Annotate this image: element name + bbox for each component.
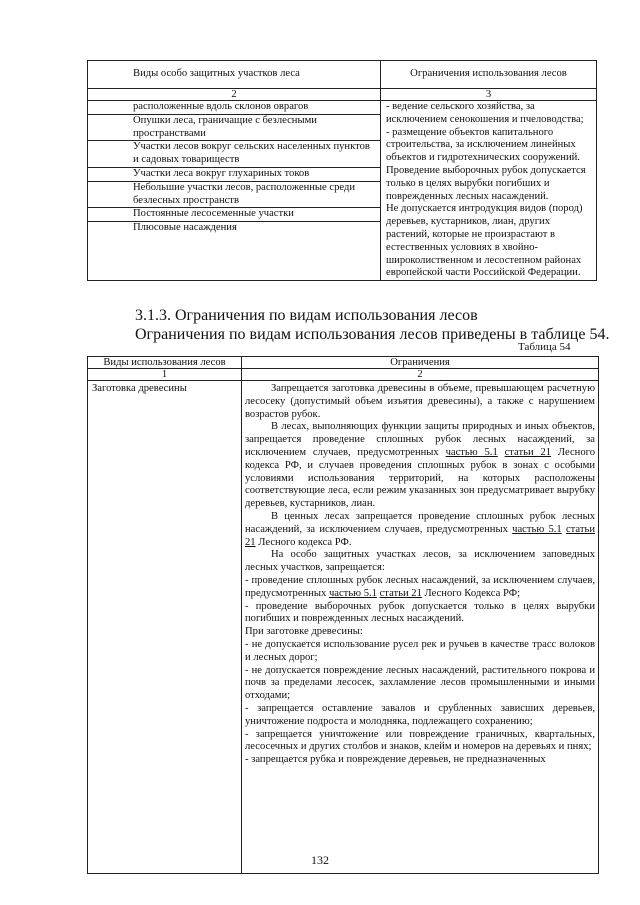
paragraph: - запрещается оставление завалов и срубленных зависших деревьев, уничтожение подроста и молодняка, подлежащего сохранению; [245, 702, 595, 727]
top-table-restrictions-cell [381, 101, 597, 281]
paragraph: - не допускается использование русел рек и ручьев в качестве трасс волоков и лесных дорог; [245, 638, 595, 663]
restriction-text: Не допускается интродукция видов (пород) деревьев, кустарников, лиан, других растений, которые не произрастают в естественных условиях в хвойно-широколиственном и лесостепном районах европейской части Российской Федерации. [386, 203, 583, 279]
list-item: Небольшие участки лесов, расположенные среди безлесных пространств [88, 181, 380, 208]
top-table-header-col2: Ограничения использования лесов [381, 61, 597, 89]
table-label: Таблица 54 [518, 341, 571, 353]
restrictions-top-table [87, 60, 597, 281]
main-table-num-col1: 1 [88, 369, 242, 381]
usage-type-cell: Заготовка древесины [88, 381, 242, 874]
restriction-text: Проведение выборочных рубок допускается только в целях вырубки погибших и поврежденных лесных насаждений. [386, 164, 586, 202]
paragraph: - не допускается повреждение лесных насаждений, растительного покрова и почв за пределами лесосек, захламление лесов промышленными и иными отходами; [245, 664, 595, 702]
top-table-num-col2: 3 [381, 89, 597, 101]
law-link[interactable]: статьи 21 [379, 587, 422, 599]
main-table-header-col2: Ограничения [242, 357, 599, 369]
restriction-text: - размещение объектов капитального строительства, за исключением линейных объектов и гидротехнических сооружений. [386, 126, 580, 164]
law-link[interactable]: статьи 21 [245, 523, 595, 548]
law-link[interactable]: статьи 21 [504, 446, 552, 458]
usage-restrictions-cell [242, 381, 599, 874]
paragraph: - запрещается рубка и повреждение деревьев, не предназначенных [245, 754, 546, 766]
paragraph: При заготовке древесины: [245, 626, 363, 638]
law-link[interactable]: частью 5.1 [328, 587, 377, 599]
section-intro: Ограничения по видам использования лесов приведены в таблице 54. [135, 326, 610, 343]
list-item: Участки леса вокруг глухариных токов [88, 167, 380, 181]
list-item: Постоянные лесосеменные участки [88, 208, 380, 222]
top-table-num-col1: 2 [88, 89, 381, 101]
list-item: расположенные вдоль склонов оврагов [88, 101, 380, 114]
restriction-text: - ведение сельского хозяйства, за исключением сенокошения и пчеловодства; [386, 101, 584, 125]
paragraph: - запрещается уничтожение или повреждение граничных, квартальных, лесосечных и других столбов и знаков, клейм и номеров на деревьях и пнях; [245, 728, 595, 753]
top-table-left-cell [88, 101, 381, 281]
main-table-header-col1: Виды использования лесов [88, 357, 242, 369]
page-number: 132 [311, 853, 329, 867]
paragraph: - проведение сплошных рубок лесных насаждений, за исключением случаев, предусмотренных частью 5.1 статьи 21 Лесного Кодекса РФ; [245, 574, 595, 599]
list-item: Опушки леса, граничащие с безлесными пространствами [88, 114, 380, 141]
law-link[interactable]: частью 5.1 [445, 446, 498, 458]
paragraph: На особо защитных участках лесов, за исключением заповедных лесных участков, запрещается: [245, 549, 595, 574]
restrictions-main-table [87, 356, 599, 874]
main-table-num-col2: 2 [242, 369, 599, 381]
section-heading: 3.1.3. Ограничения по видам использования лесов [135, 307, 478, 324]
paragraph: В лесах, выполняющих функции защиты природных и иных объектов, запрещается проведение сплошных рубок лесных насаждений, за исключением случаев, предусмотренных частью 5.1 статьи 21 Лесного кодекса РФ, и случаев проведения сплошных рубок в зонах с особыми условиями использования территорий, на которых расположены соответствующие леса, если режим указанных зон предусматривает вырубку деревьев, кустарников, лиан. [245, 421, 596, 510]
list-item: Плюсовые насаждения [133, 222, 237, 234]
paragraph: - проведение выборочных рубок допускается только в целях вырубки погибших и поврежденных лесных насаждений. [245, 600, 595, 625]
paragraph: В ценных лесах запрещается проведение сплошных рубок лесных насаждений, за исключением случаев, предусмотренных частью 5.1 статьи 21 Лесного кодекса РФ. [245, 510, 595, 548]
top-table-header-col1: Виды особо защитных участков леса [88, 61, 381, 89]
paragraph: Запрещается заготовка древесины в объеме, превышающем расчетную лесосеку (допустимый объем изъятия древесины), а также с нарушением возрастов рубок. [245, 383, 595, 420]
list-item: Участки лесов вокруг сельских населенных пунктов и садовых товариществ [88, 141, 380, 168]
law-link[interactable]: частью 5.1 [512, 523, 562, 535]
